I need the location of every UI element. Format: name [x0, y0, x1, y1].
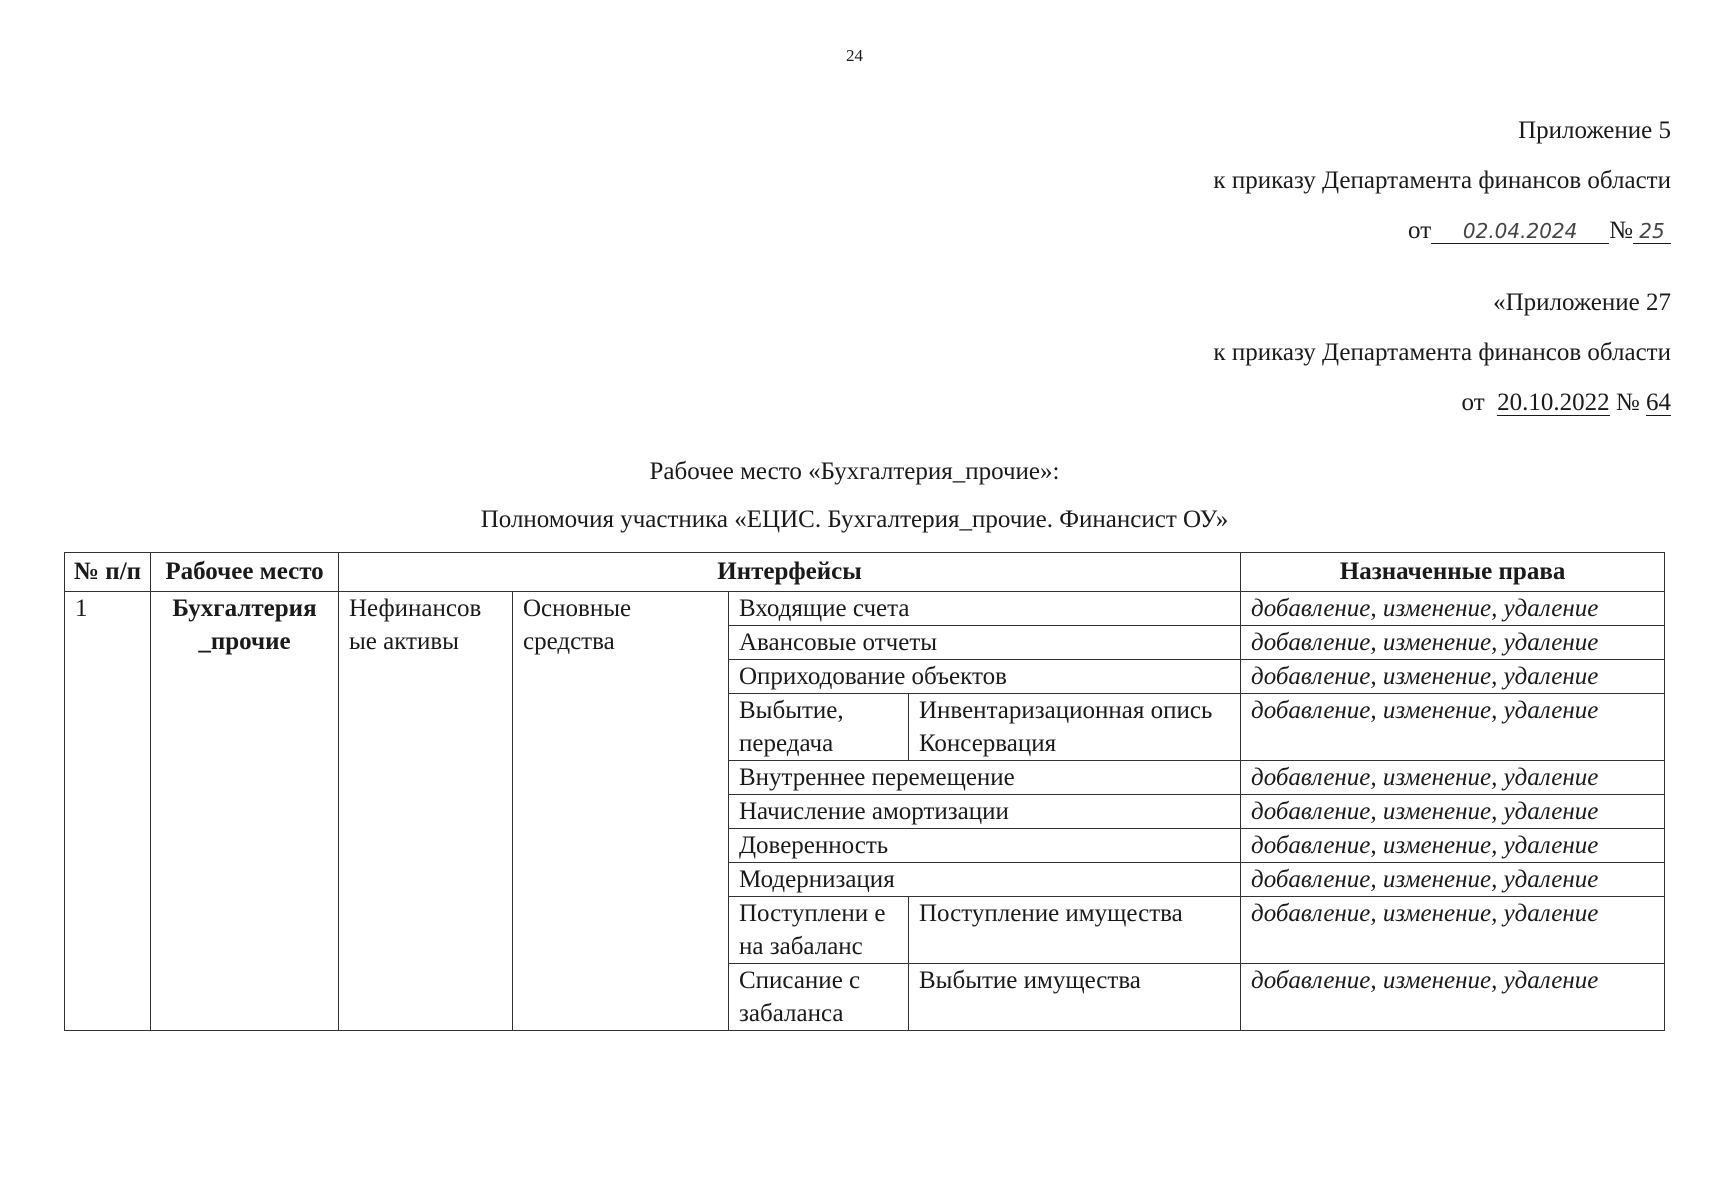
rights-cell: добавление, изменение, удаление: [1241, 863, 1665, 897]
interface-item: Входящие счета: [729, 592, 1241, 626]
interface-item: Списание с забаланса: [729, 964, 909, 1031]
interface-subitem: Выбытие имущества: [909, 964, 1241, 1031]
interface-item: Поступлени е на забаланс: [729, 897, 909, 964]
page-number: 24: [846, 46, 863, 65]
header-num: № п/п: [65, 553, 151, 592]
rights-cell: добавление, изменение, удаление: [1241, 660, 1665, 694]
header-workplace: Рабочее место: [151, 553, 339, 592]
workplace-title: Рабочее место «Бухгалтерия_прочие»:: [649, 458, 1060, 485]
interface-subitem: Поступление имущества: [909, 897, 1241, 964]
interface-item: Оприходование объектов: [729, 660, 1241, 694]
rights-cell: добавление, изменение, удаление: [1241, 694, 1665, 761]
interface-item: Внутреннее перемещение: [729, 761, 1241, 795]
rights-cell: добавление, изменение, удаление: [1241, 592, 1665, 626]
rights-cell: добавление, изменение, удаление: [1241, 795, 1665, 829]
interface-level2: Основные средства: [513, 592, 729, 1031]
rights-cell: добавление, изменение, удаление: [1241, 964, 1665, 1031]
order-date: 20.10.2022: [1497, 389, 1610, 416]
interface-level1: Нефинансов ые активы: [339, 592, 513, 1031]
rights-cell: добавление, изменение, удаление: [1241, 626, 1665, 660]
interface-item: Модернизация: [729, 863, 1241, 897]
handwritten-number: 25: [1633, 219, 1671, 244]
interface-subitem: Инвентаризационная опись Консервация: [909, 694, 1241, 761]
permissions-title: Полномочия участника «ЕЦИС. Бухгалтерия_прочие. Финансист ОУ»: [480, 506, 1229, 533]
header-interfaces: Интерфейсы: [339, 553, 1241, 592]
appendix-header: [971, 118, 1671, 440]
date-prefix: от: [1461, 389, 1485, 416]
order-number: 64: [1646, 389, 1671, 416]
table-row: [65, 592, 1665, 626]
rights-cell: добавление, изменение, удаление: [1241, 829, 1665, 863]
number-sign: №: [1609, 217, 1633, 244]
order-date-line-2: [971, 390, 1671, 440]
table-header-row: [65, 553, 1665, 592]
permissions-table: [64, 552, 1665, 1031]
interface-item: Начисление амортизации: [729, 795, 1241, 829]
interface-item: Выбытие, передача: [729, 694, 909, 761]
number-sign: №: [1615, 389, 1640, 416]
header-rights: Назначенные права: [1241, 553, 1665, 592]
row-number: 1: [65, 592, 151, 1031]
workplace-cell: Бухгалтерия _прочие: [151, 592, 339, 1031]
interface-item: Авансовые отчеты: [729, 626, 1241, 660]
order-date-line-1: [971, 218, 1671, 268]
appendix-old-title: «Приложение 27: [1493, 289, 1671, 316]
to-order-line-1: к приказу Департамента финансов области: [1213, 167, 1671, 194]
appendix-new-title: Приложение 5: [1518, 117, 1671, 144]
rights-cell: добавление, изменение, удаление: [1241, 761, 1665, 795]
handwritten-date: 02.04.2024: [1431, 219, 1609, 244]
to-order-line-2: к приказу Департамента финансов области: [1213, 339, 1671, 366]
rights-cell: добавление, изменение, удаление: [1241, 897, 1665, 964]
date-prefix: от: [1408, 217, 1432, 244]
interface-item: Доверенность: [729, 829, 1241, 863]
